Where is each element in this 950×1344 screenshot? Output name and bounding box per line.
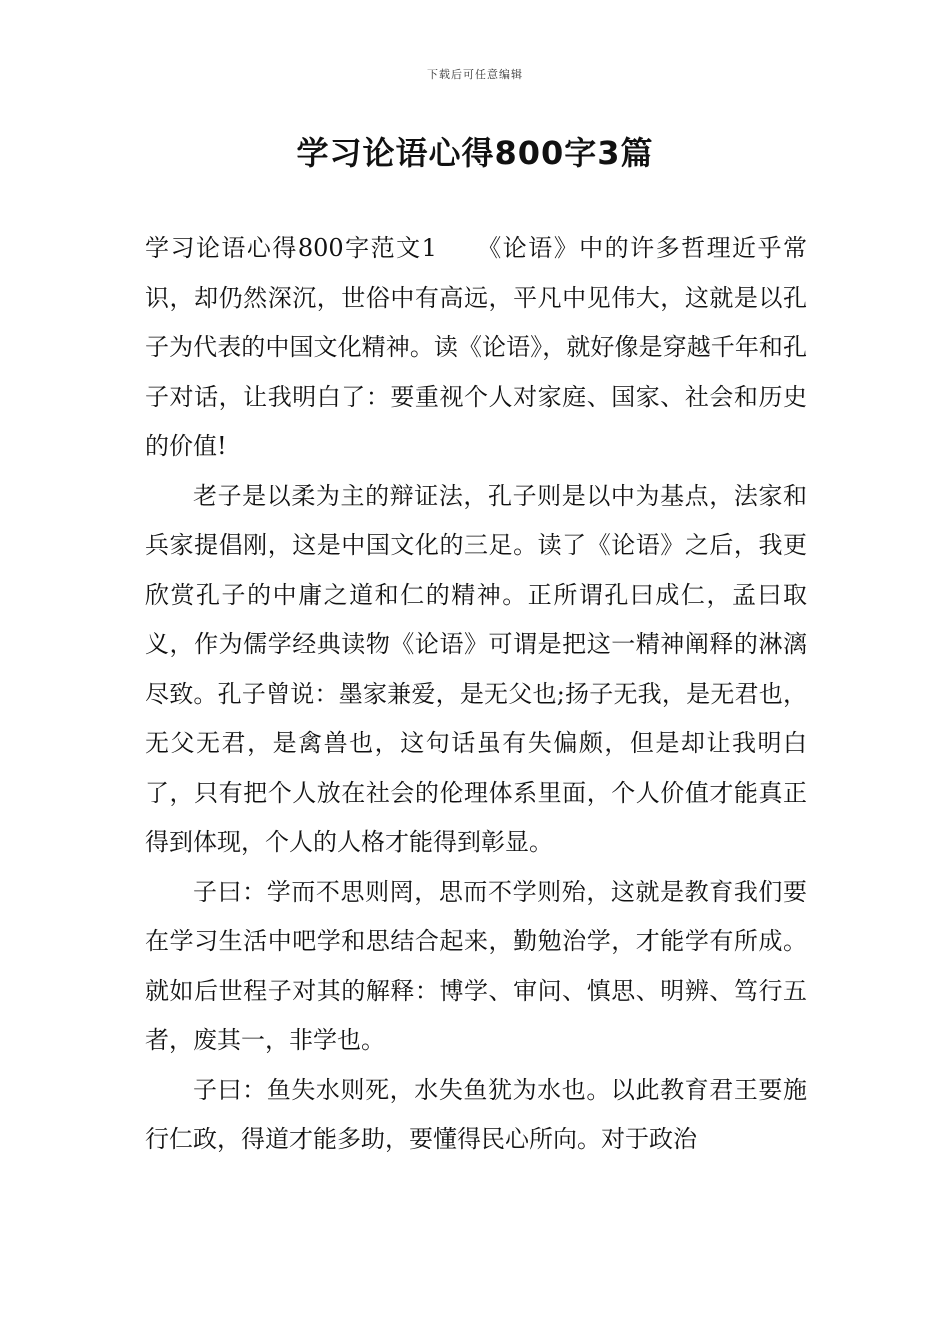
paragraph-4: 子曰：鱼失水则死，水失鱼犹为水也。以此教育君王要施行仁政，得道才能多助，要懂得民心所向。对于政治 (145, 1075, 807, 1153)
paragraph-3: 子曰：学而不思则罔，思而不学则殆，这就是教育我们要在学习生活中吧学和思结合起来，勤勉治学，才能学有所成。就如后世程子对其的解释：博学、审问、慎思、明辨、笃行五者，废其一，非学也。 (145, 877, 807, 1054)
document-title: 学习论语心得800字3篇 (296, 134, 654, 172)
paragraph-1: 学习论语心得800字范文1 《论语》中的许多哲理近乎常识，却仍然深沉，世俗中有高远，平凡中见伟大，这就是以孔子为代表的中国文化精神。读《论语》，就好像是穿越千年和孔子对话，让我明白了：要重视个人对家庭、国家、社会和历史的价值! (145, 234, 807, 460)
header-note: 下载后可任意编辑 (427, 68, 523, 81)
document-body (145, 224, 807, 1165)
paragraph-2: 老子是以柔为主的辩证法，孔子则是以中为基点，法家和兵家提倡刚，这是中国文化的三足。读了《论语》之后，我更欣赏孔子的中庸之道和仁的精神。正所谓孔曰成仁，孟曰取义，作为儒学经典读物《论语》可谓是把这一精神阐释的淋漓尽致。孔子曾说：墨家兼爱，是无父也;扬子无我，是无君也，无父无君，是禽兽也，这句话虽有失偏颇，但是却让我明白了，只有把个人放在社会的伦理体系里面，个人价值才能真正得到体现，个人的人格才能得到彰显。 (145, 481, 807, 856)
